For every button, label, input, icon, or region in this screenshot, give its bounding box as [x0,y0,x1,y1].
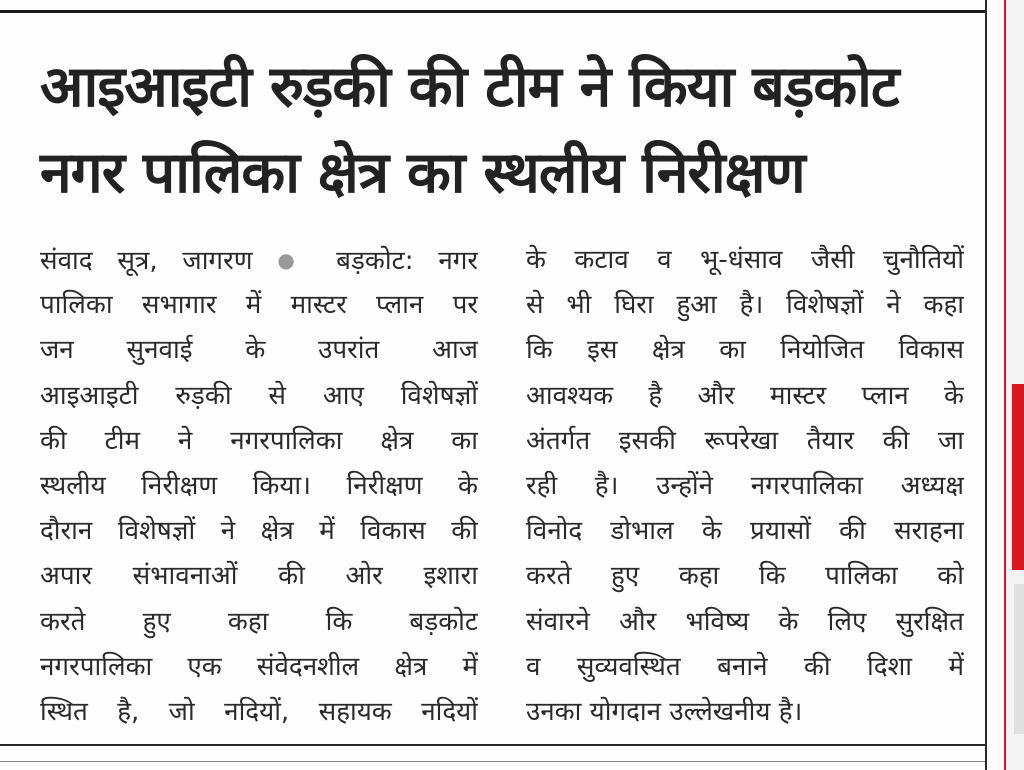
body-line: व सुव्यवस्थित बनाने की दिशा में [526,651,964,682]
headline-line-2: नगर पालिका क्षेत्र का स्थलीय निरीक्षण [40,140,805,206]
body-column-right [526,238,964,735]
bottom-rule-secondary [0,761,985,762]
body-line: करते हुए कहा कि पालिका को [526,561,964,592]
adjacent-gray-block [1014,584,1024,734]
body-line: संवारने और भविष्य के लिए सुरक्षित [526,606,964,637]
right-column-rule [985,0,987,770]
body-line: नगरपालिका एक संवेदनशील क्षेत्र में [40,651,478,682]
dateline-place: बड़कोट: नगर [336,246,478,276]
body-line: की टीम ने नगरपालिका क्षेत्र का [40,425,478,456]
body-line: स्थित है, जो नदियों, सहायक नदियों [40,696,478,727]
dateline-source: संवाद सूत्र, जागरण [40,246,253,276]
body-line-last: उनका योगदान उल्लेखनीय है। [526,696,803,727]
body-line: जन सुनवाई के उपरांत आज [40,335,478,366]
body-line: आइआइटी रुड़की से आए विशेषज्ञों [40,380,478,411]
body-line: से भी घिरा हुआ है। विशेषज्ञों ने कहा [526,290,964,321]
body-line: अंतर्गत इसकी रूपरेखा तैयार की जा [526,425,964,456]
body-line: रही है। उन्होंने नगरपालिका अध्यक्ष [526,470,964,501]
body-line: के कटाव व भू-धंसाव जैसी चुनौतियों [526,245,964,275]
dateline-bullet: ● [277,248,312,272]
headline [40,44,980,216]
body-line: करते हुए कहा कि बड़कोट [40,606,478,637]
top-rule [0,10,985,13]
body-line: पालिका सभागार में मास्टर प्लान पर [40,290,478,321]
body-column-left [40,238,478,735]
body-line: विनोद डोभाल के प्रयासों की सराहना [526,516,964,547]
headline-line-1: आइआइटी रुड़की की टीम ने किया बड़कोट [40,54,899,120]
body-line: अपार संभावनाओं की ओर इशारा [40,561,478,592]
dateline [40,238,478,283]
bottom-rule [0,744,985,746]
body-line: कि इस क्षेत्र का नियोजित विकास [526,335,964,366]
body-line: दौरान विशेषज्ञों ने क्षेत्र में विकास की [40,516,478,547]
body-line: स्थलीय निरीक्षण किया। निरीक्षण के [40,470,478,501]
adjacent-red-block [1012,384,1024,570]
body-line: आवश्यक है और मास्टर प्लान के [526,380,964,411]
